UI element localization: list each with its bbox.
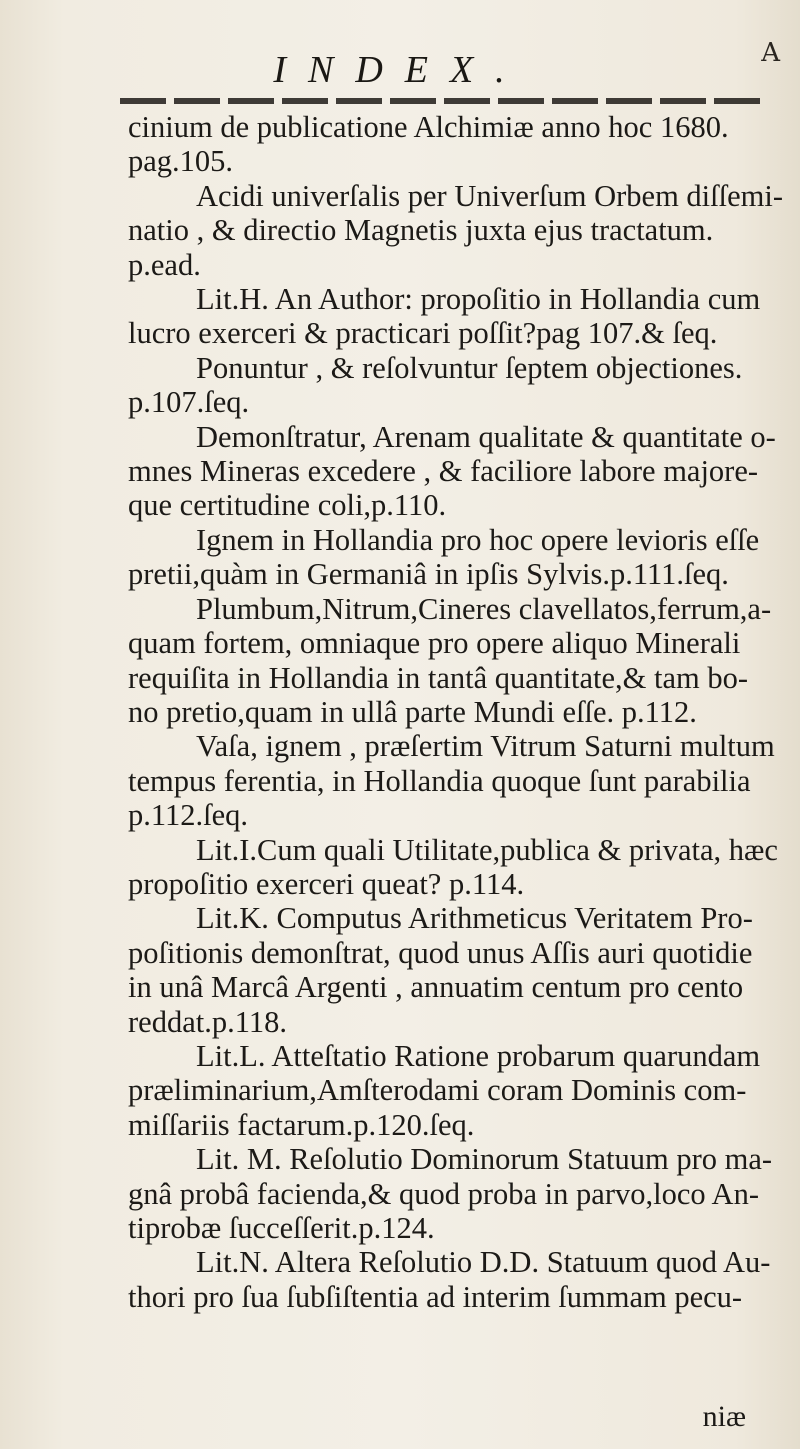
text-line: Lit.I.Cum quali Utilitate,publica & privata, hæc bbox=[196, 832, 778, 867]
header-rule bbox=[120, 98, 760, 104]
index-entry bbox=[128, 110, 768, 179]
text-line: Vaſa, ignem , præſertim Vitrum Saturni multum bbox=[196, 729, 775, 764]
text-line: Lit.N. Altera Reſolutio D.D. Statuum quod Au- bbox=[196, 1245, 771, 1280]
text-line: Demonſtratur, Arenam qualitate & quantitate o- bbox=[196, 419, 776, 454]
text-line: Plumbum,Nitrum,Cineres clavellatos,ferrum,a- bbox=[196, 591, 772, 626]
index-entry bbox=[128, 901, 768, 1039]
text-line: p.107.ſeq. bbox=[128, 385, 250, 420]
index-entry bbox=[128, 1142, 773, 1245]
text-line: Ignem in Hollandia pro hoc opere levioris eſſe bbox=[196, 522, 760, 557]
text-line: tempus ferentia, in Hollandia quoque ſunt parabilia bbox=[128, 763, 751, 798]
text-line: natio , & directio Magnetis juxta ejus tractatum. bbox=[128, 213, 714, 248]
text-line: lucro exerceri & practicari poſſit?pag 107.& ſeq. bbox=[128, 316, 718, 351]
index-entry bbox=[128, 178, 783, 282]
index-entry bbox=[128, 419, 776, 523]
text-line: miſſariis factarum.p.120.ſeq. bbox=[128, 1107, 475, 1142]
text-line: thori pro ſua ſubſiſtentia ad interim ſummam pecu- bbox=[128, 1279, 743, 1314]
text-line: requiſita in Hollandia in tantâ quantitate,& tam bo- bbox=[128, 660, 748, 695]
index-entry bbox=[128, 282, 768, 351]
text-line: pretii,quàm in Germaniâ in ipſis Sylvis.p.111.ſeq. bbox=[128, 557, 729, 592]
text-line: reddat.p.118. bbox=[128, 1004, 287, 1039]
text-line: gnâ probâ facienda,& quod proba in parvo,loco An- bbox=[128, 1176, 759, 1211]
index-entry bbox=[128, 1039, 768, 1142]
text-line: Ponuntur , & reſolvuntur ſeptem objectiones. bbox=[196, 350, 743, 385]
text-line: p.ead. bbox=[128, 247, 201, 282]
text-line: mnes Mineras excedere , & faciliore labore majore- bbox=[128, 454, 759, 489]
text-line: in unâ Marcâ Argenti , annuatim centum pro cento bbox=[128, 970, 744, 1005]
text-line: Lit. M. Reſolutio Dominorum Statuum pro ma- bbox=[196, 1142, 773, 1177]
text-line: Lit.L. Atteſtatio Ratione probarum quarundam bbox=[196, 1038, 761, 1073]
text-line: no pretio,quam in ullâ parte Mundi eſſe. p.112. bbox=[128, 694, 697, 729]
text-line: pag.105. bbox=[128, 144, 234, 179]
text-line: poſitionis demonſtrat, quod unus Aſſis auri quotidie bbox=[128, 935, 753, 970]
text-line: præliminarium,Amſterodami coram Dominis com- bbox=[128, 1073, 747, 1108]
text-line: Lit.K. Computus Arithmeticus Veritatem Pro- bbox=[196, 901, 753, 936]
index-entry bbox=[128, 591, 772, 730]
corner-mark: A bbox=[761, 38, 780, 68]
index-entry bbox=[128, 1245, 771, 1314]
index-entry bbox=[128, 523, 768, 592]
text-line: quam fortem, omniaque pro opere aliquo Minerali bbox=[128, 626, 741, 661]
text-line: tiprobæ ſucceſſerit.p.124. bbox=[128, 1211, 435, 1245]
text-line: propoſitio exerceri queat? p.114. bbox=[128, 866, 525, 901]
index-text bbox=[128, 110, 783, 1314]
text-line: p.112.ſeq. bbox=[128, 798, 249, 833]
catchword: niæ bbox=[702, 1400, 746, 1433]
index-entry bbox=[128, 729, 775, 833]
page-header: INDEX. bbox=[273, 49, 527, 91]
index-entry bbox=[128, 832, 778, 902]
text-line: cinium de publicatione Alchimiæ anno hoc 1680. bbox=[128, 110, 729, 144]
text-line: Acidi univerſalis per Univerſum Orbem diſſemi- bbox=[196, 178, 783, 213]
index-entry bbox=[128, 351, 768, 420]
text-line: que certitudine coli,p.110. bbox=[128, 488, 447, 523]
text-line: Lit.H. An Author: propoſitio in Hollandia cum bbox=[196, 282, 761, 317]
